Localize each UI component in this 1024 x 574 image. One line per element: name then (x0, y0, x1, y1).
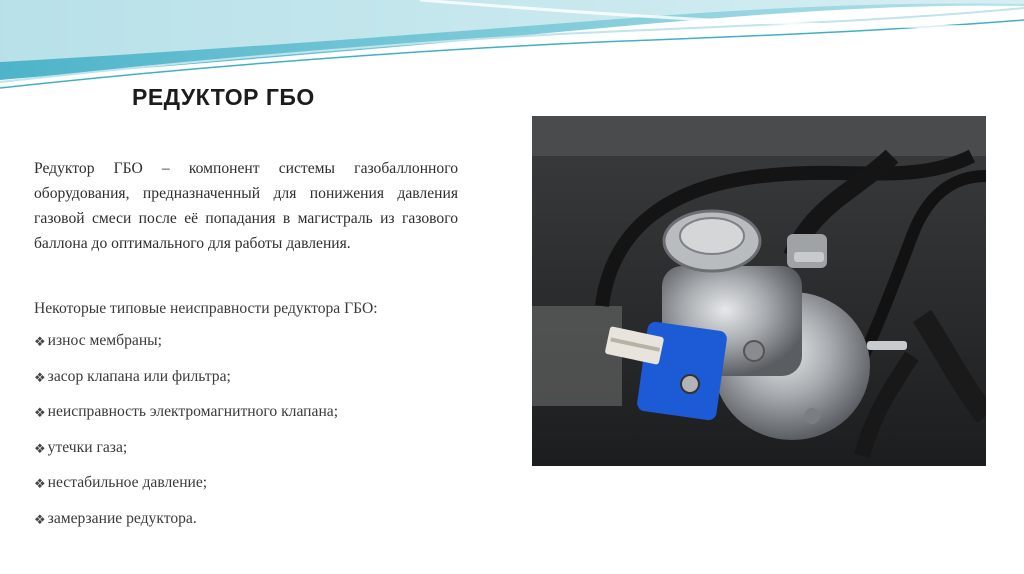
list-item (34, 403, 338, 439)
diamond-bullet-icon: ❖ (34, 405, 46, 420)
list-item (34, 474, 338, 510)
slide-title: РЕДУКТОР ГБО (132, 84, 315, 110)
list-item (34, 332, 338, 368)
diamond-bullet-icon: ❖ (34, 334, 46, 349)
diamond-bullet-icon: ❖ (34, 369, 46, 385)
fault-text: замерзание редуктора. (47, 509, 197, 527)
diamond-bullet-icon: ❖ (34, 476, 46, 491)
faults-list (34, 332, 338, 545)
description-paragraph: Редуктор ГБО – компонент системы газобаллонного оборудования, предназначенный для понижения давления газовой смеси после её попадания в магистраль из газового баллона до оптимального для работы давления. (34, 160, 458, 252)
fault-text: нестабильное давление; (47, 474, 208, 491)
diamond-bullet-icon: ❖ (34, 511, 46, 527)
fault-text: неисправность электромагнитного клапана; (47, 403, 339, 420)
list-item (34, 439, 338, 475)
reducer-photo (532, 116, 986, 466)
decorative-wave-band (0, 0, 1024, 92)
diamond-bullet-icon: ❖ (34, 440, 46, 456)
fault-text: износ мембраны; (47, 332, 162, 349)
faults-heading: Некоторые типовые неисправности редуктора ГБО: (34, 300, 378, 317)
list-item (34, 510, 338, 546)
fault-text: утечки газа; (47, 438, 128, 456)
list-item (34, 368, 338, 404)
fault-text: засор клапана или фильтра; (47, 367, 231, 385)
